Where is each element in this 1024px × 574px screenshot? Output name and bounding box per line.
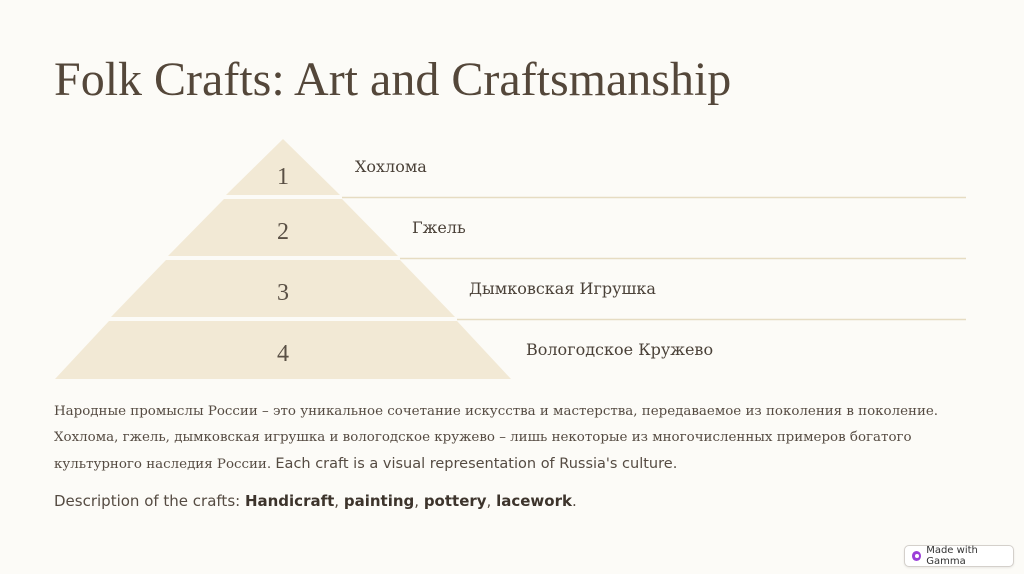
level-number-1: 1 (277, 164, 289, 190)
level-number-3: 3 (277, 280, 289, 306)
level-number-2: 2 (277, 219, 289, 245)
page-title: Folk Crafts: Art and Craftsmanship (54, 53, 732, 106)
level-number-4: 4 (277, 341, 289, 367)
level-label-3: Дымковская Игрушка (469, 279, 656, 298)
description-suffix: . (571, 492, 577, 510)
made-with-gamma-badge[interactable] (904, 545, 1014, 567)
level-label-2: Гжель (412, 218, 466, 237)
level-label-4: Вологодское Кружево (526, 340, 714, 359)
description-separator: , (414, 492, 424, 510)
paragraph-sans-text: Each craft is a visual representation of Russia's culture. (275, 456, 678, 472)
craft-pottery: pottery (423, 492, 487, 510)
description-separator: , (334, 492, 344, 510)
description-prefix: Description of the crafts: (54, 492, 245, 510)
craft-lacework: lacework (496, 492, 572, 510)
description-separator: , (486, 492, 497, 510)
paragraph-serif-text: Народные промыслы России – это уникальное сочетание искусства и мастерства, передаваемое из поколения в поколение. Хохлома, гжель, дымковская игрушка и вологодское кружево – лишь некоторые из многочисленных примеров богатого культурного наследия России. (54, 404, 939, 472)
badge-label: Made with Gamma (926, 545, 978, 567)
crafts-description (54, 492, 577, 510)
intro-paragraph (54, 399, 984, 478)
craft-painting: painting (343, 492, 415, 510)
craft-handicraft: Handicraft (244, 492, 335, 510)
level-label-1: Хохлома (355, 157, 427, 176)
gamma-logo-icon (912, 551, 921, 561)
